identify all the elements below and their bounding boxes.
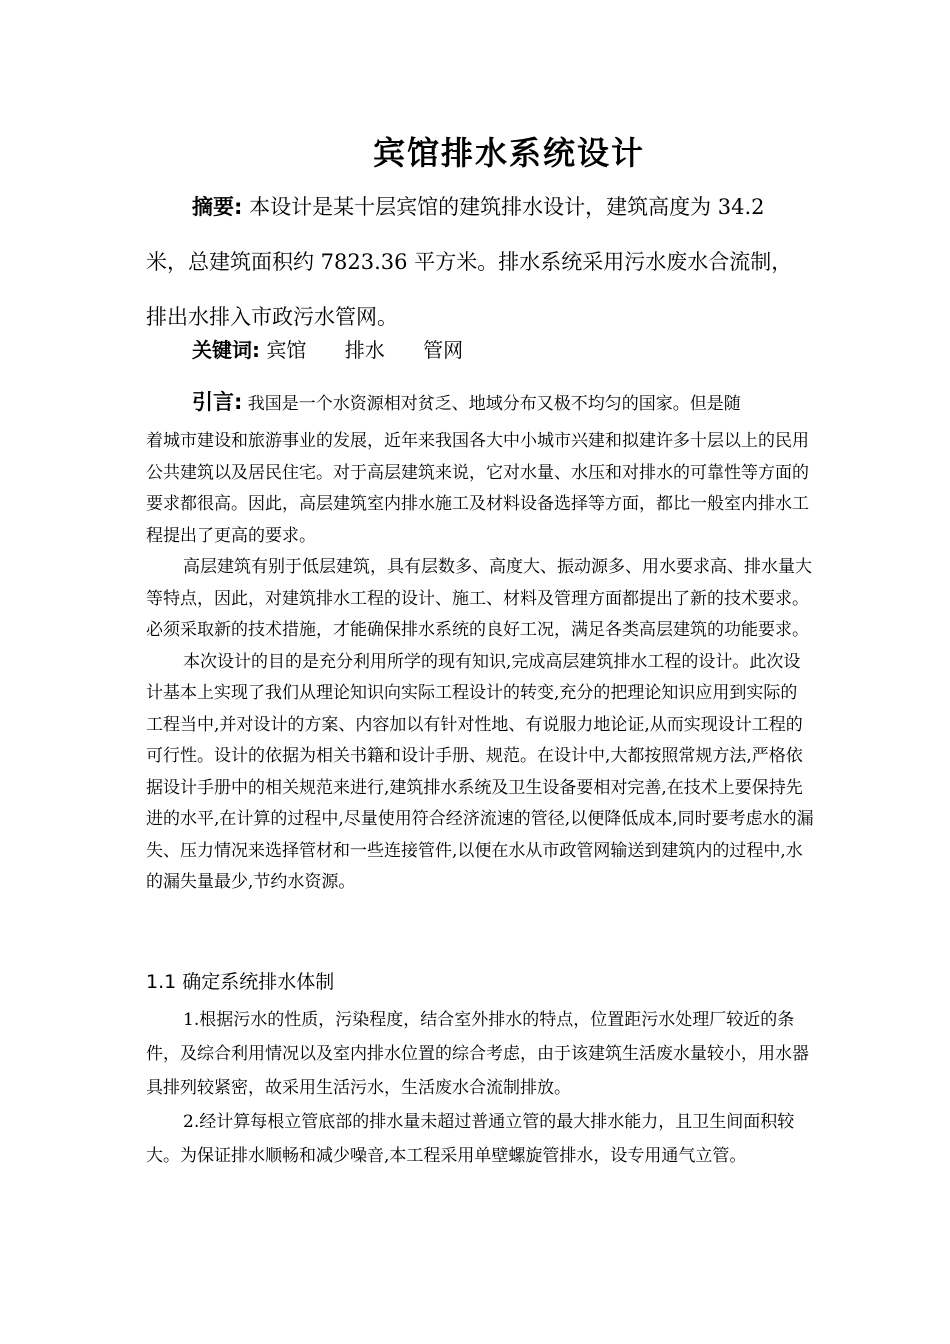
abstract-paragraph xyxy=(146,180,810,345)
section-paragraph-1: 1.根据污水的性质，污染程度，结合室外排水的特点，位置距污水处理厂较近的条件，及综合利用情况以及室内排水位置的综合考虑，由于该建筑生活废水量较小，用水器具排列较紧密，故采用生活污水，生活废水合流制排放。 xyxy=(146,1010,809,1098)
keyword-item: 宾馆 xyxy=(266,338,307,362)
intro-paragraph-3: 本次设计的目的是充分利用所学的现有知识,完成高层建筑排水工程的设计。此次设计基本上实现了我们从理论知识向实际工程设计的转变,充分的把理论知识应用到实际的工程当中,并对设计的方案、内容加以有针对性地、有说服力地论证,从而实现设计工程的可行性。设计的依据为相关书籍和设计手册、规范。在设计中,大都按照常规方法,严格依据设计手册中的相关规范来进行,建筑排水系统及卫生设备要相对完善,在技术上要保持先进的水平,在计算的过程中,尽量使用符合经济流速的管径,以便降低成本,同时要考虑水的漏失、压力情况来选择管材和一些连接管件,以便在水从市政管网输送到建筑内的过程中,水的漏失量最少,节约水资源。 xyxy=(146,651,814,892)
intro-paragraph-2: 高层建筑有别于低层建筑，具有层数多、高度大、振动源多、用水要求高、排水量大等特点，因此，对建筑排水工程的设计、施工、材料及管理方面都提出了新的技术要求。必须采取新的技术措施，才能确保排水系统的良好工况，满足各类高层建筑的功能要求。 xyxy=(146,557,812,640)
intro-paragraph-continuation: 着城市建设和旅游事业的发展，近年来我国各大中小城市兴建和拟建许多十层以上的民用公共建筑以及居民住宅。对于高层建筑来说，它对水量、水压和对排水的可靠性等方面的要求都很高。因此，高层建筑室内排水施工及材料设备选择等方面，都比一般室内排水工程提出了更高的要求。 xyxy=(146,431,809,546)
intro-first-text: 我国是一个水资源相对贫乏、地域分布又极不均匀的国家。但是随 xyxy=(242,394,741,414)
intro-body xyxy=(146,426,814,899)
keyword-item: 排水 xyxy=(344,338,385,362)
document-title: 宾馆排水系统设计 xyxy=(372,134,645,172)
abstract-label: 摘要: xyxy=(192,195,243,219)
section-paragraph-2: 2.经计算每根立管底部的排水量未超过普通立管的最大排水能力，且卫生间面积较大。为保证排水顺畅和减少噪音,本工程采用单壁螺旋管排水，设专用通气立管。 xyxy=(146,1112,795,1166)
intro-label: 引言: xyxy=(192,390,243,414)
section-heading: 1.1 确定系统排水体制 xyxy=(146,971,335,993)
keywords-label: 关键词: xyxy=(192,338,260,362)
abstract-text: 本设计是某十层宾馆的建筑排水设计，建筑高度为 34.2 米，总建筑面积约 7823.36 平方米。排水系统采用污水废水合流制，排出水排入市政污水管网。 xyxy=(146,195,793,329)
intro-first-line xyxy=(146,383,810,423)
keyword-item: 管网 xyxy=(423,338,464,362)
keywords-line xyxy=(192,330,495,370)
section-body xyxy=(146,1003,814,1173)
